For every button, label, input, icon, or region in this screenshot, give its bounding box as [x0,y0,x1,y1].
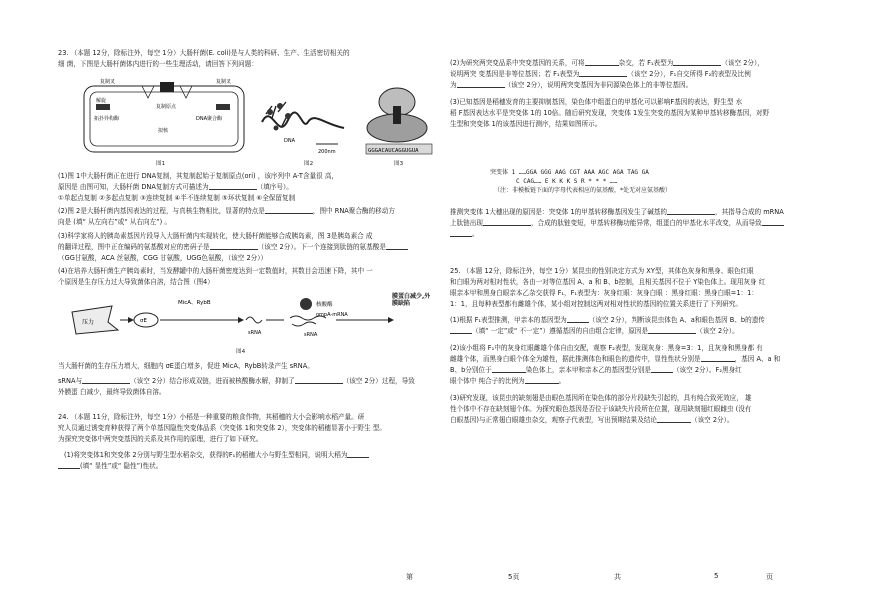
fig4-label-pressure: 压力 [82,319,95,326]
fig2-label-scale: 200nm [318,149,336,155]
q23-part3-b: 的翻译过程，图中正在编码的氨基酸对应的密码子是 （该空 2分）。下一个连接到肽链的氨基酸是 [58,242,408,253]
q24-part3-b: 稻 F基因表达水平是突变体 1的 10倍。随后研究发现，突变体 1发生突变的基因为某种甲基转移酶基因，对野 [450,109,770,117]
q23-head: 23. （本题 12分，除标注外，每空 1分）大肠杆菌(E. coli)是与人类的科研、生产、生活密切相关的 [58,49,350,57]
q25-part3-c: 白眼基因)与正常翅白眼雄虫杂交，观察子代表型，写出预期结果及结论 （该空 2分）。 [450,416,734,424]
q23-part2: (2)图 2是大肠杆菌内基因表达的过程，与真核生物相比，显著的特点是 ，图中 RNA聚合酶的移动方 [58,207,395,215]
fig4-label-srna-1: sRNA [248,330,262,336]
q25-head: 25. （本题 12分，除标注外，每空 1分）某昆虫的性别决定方式为 XY型，其体色灰身和黑身、眼色红眼 [450,267,754,275]
fig4-label-nuclease: 核酸酶 [316,302,333,308]
q24-inference-b: 上肽链出现 ，合成的肽链变短，甲基转移酶功能异常，组蛋白的甲基化水平改变，从而导致 [450,218,822,229]
fig1-label-polymerase: DNA聚合酶 [196,116,223,122]
q25-part2: (2)该小组将 F₁中的灰身红眼雌雄个体自由交配，观察 F₂表型，发现灰身：黑身=3：1，且灰身和黑身都 有 [450,344,763,352]
sequence-line-2: C CAG…… E K K K S R * * * …… [516,178,618,185]
footer-total: 5 [714,572,719,580]
fig1-label-fork-left: 复制叉 [100,79,116,85]
q24-head-2: 究人员通过诱变育种获得了两个单基因隐性突变体品系（突变体 1和突变体 2），突变体的稻穗显著小于野生 型。 [58,424,386,432]
fig4-label-sigmaE: σE [140,318,147,324]
q25-part2-d: 眼个体中 纯合子的比例为 。 [450,377,566,385]
q24-part3: (3)已知基因是稻穗发育的主要抑制基因，染色体中组蛋白的甲基化可以影响F基因的表达，野生型 水 [450,98,743,106]
q24-part3-c: 生型和突变体 1的该基因进行测序，结果如图所示。 [450,120,602,128]
q24-head-3: 为探究突变体中两突变基因的关系及其作用的原理，进行了如下研究。 [58,435,263,443]
fig4-caption: 图4 [236,349,246,355]
q24-part1-b: (填“ 显性”或“ 隐性”)性状。 [58,461,162,472]
fig2-caption: 图2 [304,161,314,167]
q24-inference-c: 。 [450,229,479,240]
q25-head-4: 1：1，且每种表型都有雌雄个体，某小组对控制这两对相对性状的基因的位置关系进行了下列研究。 [450,300,742,308]
fig1-label-topo: 拓扑异构酶 [94,116,120,122]
sequence-line-1: 突变体 1 ……GGA GGG AAG CGT AAA AGC AGA TAG GA [490,169,649,176]
q25-part3: (3)研究发现，该昆虫的缺刻翅是由眼色基因所在染色体的部分片段缺失引起的，具有纯合致死效应， 雄 [450,394,752,402]
q23-part4-text: 当大肠杆菌的生存压力增大，细胞内 σE蛋白增多，促进 MicA、RybB转录产生 sRNA。 [58,362,314,370]
fig4-label-mica: MicA、RybB [178,300,211,306]
q25-head-3: 眼亲本甲和黑身白眼亲本乙杂交获得 F₁，F₁表型为：灰身红眼：灰身白眼 ：黑身红眼：黑身白眼=1：1： [450,289,758,297]
fig3-mrna-sequence: GGGACAUCAGGUGUA [368,148,419,154]
q25-part3-b: 性个体中不存在缺刻翅个体。为探究眼色基因是否位于该缺失片段所在位置，现用缺刻翅红眼雌虫 (没有 [450,405,752,413]
q25-part2-c: B、b分别位于 染色体上，亲本甲和亲本乙的基因型分别是 （该空 2分）。F₂黑身红 [450,366,742,374]
fig2-label-dna: DNA [284,138,296,144]
q24-part2-c: 为 （该空 2分），说明两突变基因为非同源染色体上的非等位基因。 [450,81,693,89]
q23-part4-end: 外膜蛋 白减少，最终导致菌体自溶。 [58,388,166,396]
footer-page: 5页 [508,573,520,581]
q23-part4: (4)在培养大肠杆菌生产胰岛素时，当发酵罐中的大肠杆菌密度达到一定数值时，其数目会迅速下降，其中 一 [58,267,373,275]
footer-gong: 共 [614,573,621,581]
q23-part4-answer: sRNA与 （该空 2分）结合形成双链，进而被核酸酶水解，抑制了 （该空 2分）过程，导致 [58,377,415,385]
fig4-label-outcome: 膜蛋白减少,外膜缺陷 [392,293,431,307]
fig1-label-origin: 复制原点 [156,104,177,110]
fig3-caption: 图3 [394,161,404,167]
sequence-note: （注：非模板链下面的字母代表相应的氨基酸，*处无对应氨基酸） [494,187,672,194]
q23-head-2: 细 菌，下图是大肠杆菌体内进行的一些生理活动，请回答下列问题： [58,60,258,68]
fig1-caption: 图1 [156,161,166,167]
footer-di: 第 [406,573,413,581]
figure-3-translation-diagram [358,82,436,158]
q23-part4-b: 个原因是生存压力过大导致菌体自溶，结合图（图4） [58,278,214,286]
q24-head: 24. （本题 11分，除标注外，每空 1分）小稻是一种重要的粮食作物，其稻穗的大小会影响水稻产量。研 [58,413,365,421]
footer-ye: 页 [766,573,773,581]
q24-part2-b: 说明两突 变基因是非等位基因；若 F₁表型为 （该空 2分），F₁自交所得 F₂的表型及比例 [450,70,751,78]
fig4-label-srna-2: sRNA [304,332,318,338]
fig4-label-ompA: ompA-mRNA [316,312,348,318]
q23-part1-b: 原因是 由图可知，大肠杆菌 DNA复制方式可描述为 （填序号）。 [58,183,293,191]
fig1-label-unwind: 解旋 [96,98,107,104]
q23-options: ①单起点复制 ②多起点复制 ③连续复制 ④半不连续复制 ⑤环状复制 ⑥全保留复制 [58,194,296,202]
q23-part1: (1)图 1中大肠杆菌正在进行 DNA复制，其复制起始于复制原点(ori) ，该序列中 A-T含量很 高， [58,172,339,180]
figure-1-replication-diagram [76,74,254,158]
q23-part3: (3)科学家将人的胰岛素基因片段导入大肠杆菌内实现转化，使大肠杆菌能够合成胰岛素，图 3是胰岛素合 成 [58,232,373,240]
q25-part1-b: （填“ 一定”或“ 不一定”）遵循基因的自由组合定律，原因是 （该空 2分）。 [450,326,822,337]
figure-4-pathway-diagram [66,292,436,356]
figure-2-transcription-image [258,92,348,158]
q24-part1: (1)将突变体1和突变体 2分别与野生型水稻杂交，获得的F₁的稻穗大小与野生型相同，说明大稻为 [64,450,440,461]
q24-inference: 推测突变体 1大穗出现的原因是：突变体 1的甲基转移酶基因发生了碱基的 ，其指导合成的 mRNA [450,208,784,216]
q23-part3-d: （GG甘氨酸，ACA 丝氨酸，CGG 甘氨酸，UGG色氨酸，（该空 2分）） [58,254,268,262]
q25-head-2: 和白眼为两对相对性状，各由一对等位基因 A、a 和 B、b控制，且相关基因不位于 Y染色体上。现用灰身 红 [450,278,766,286]
fig1-label-fork-right: 复制叉 [216,79,232,85]
q25-part1: (1)根据 F₁表型推测，甲亲本的基因型为 （该空 2分），判断该昆虫体色 A、a和眼色基因 B、b的遗传 [450,316,765,324]
fig1-label-nucleoid: 拟核 [158,128,169,134]
q23-part2-c: 向是 (填“ 从左向右”或“ 从右向左”) 。 [58,218,171,226]
q24-part2: (2)为研究两突变品系中突变基因的关系，可将 杂交，若 F₁表型为 （该空 2分）， [450,59,764,67]
q25-part2-b: 雌雄个体，而黑身白眼个体全为雄性，据此推测体色和眼色的遗传中，显性性状分别是 ，基因 A、a 和 [450,355,781,363]
